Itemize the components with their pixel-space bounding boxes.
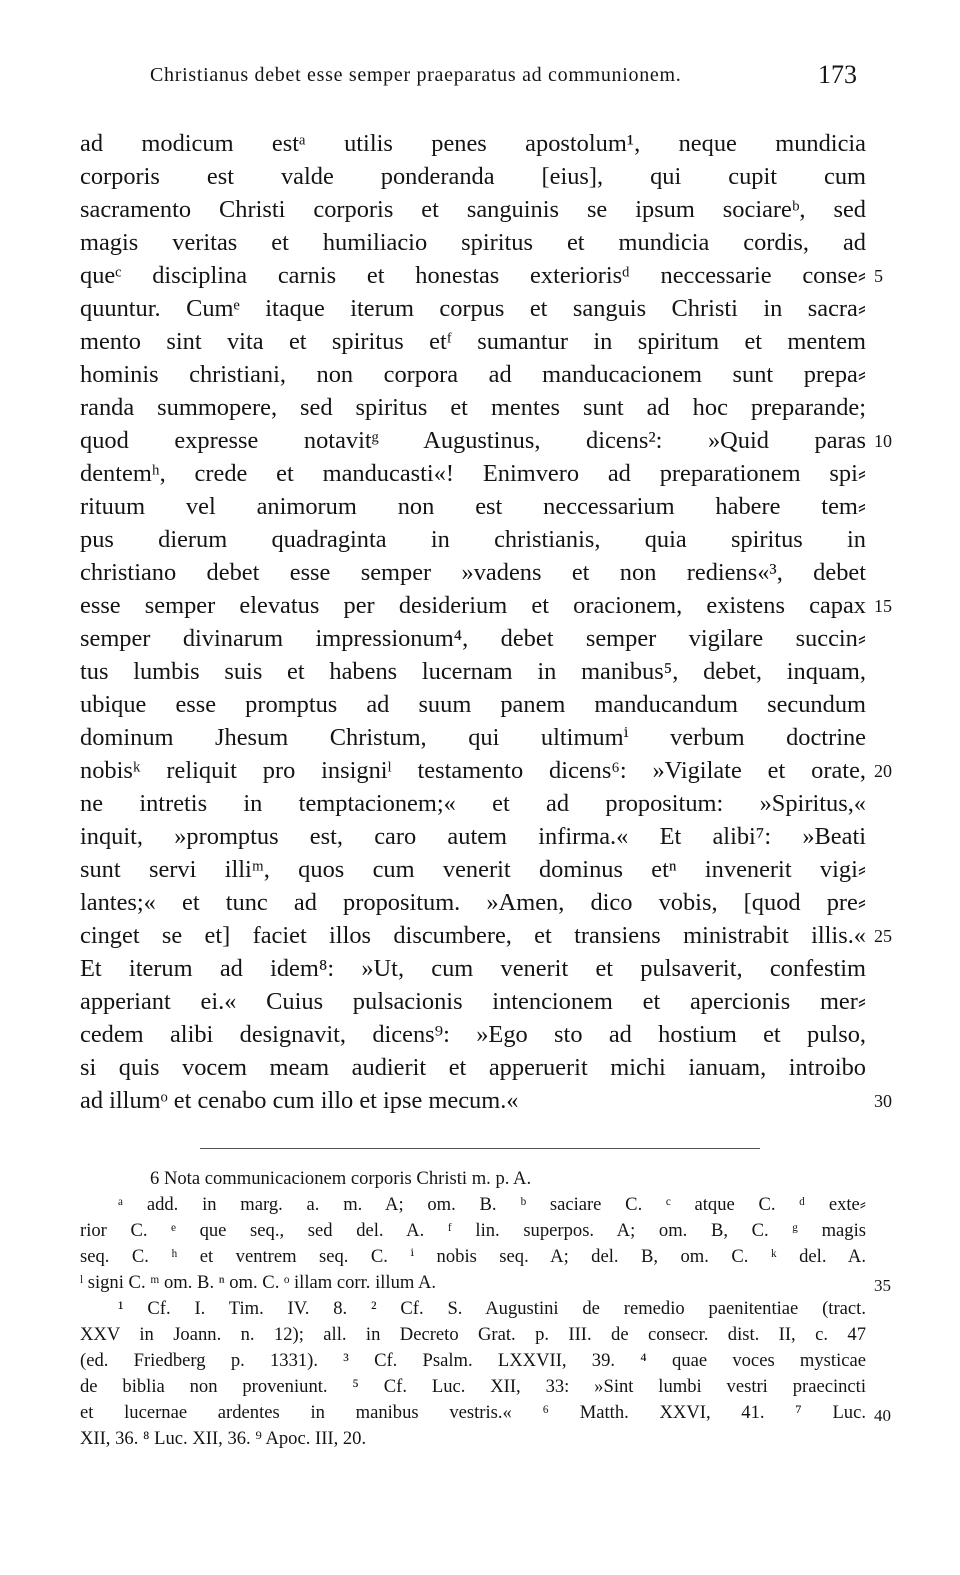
line-number: 30: [874, 1091, 892, 1111]
text-line: ad modicum estᵃ utilis penes apostolum¹, neque mundicia: [80, 130, 866, 157]
footnote-line-number: 35: [874, 1276, 891, 1295]
text-line: magis veritas et humiliacio spiritus et mundicia cordis, ad: [80, 229, 866, 256]
text-line: mento sint vita et spiritus etᶠ sumantur in spiritum et mentem: [80, 328, 866, 355]
line-number: 20: [874, 761, 892, 781]
text-line: nobisᵏ reliquit pro insigniˡ testamento dicens⁶: »Vigilate et orate,: [80, 757, 866, 784]
footnote-line: seq. C. ʰ et ventrem seq. C. ⁱ nobis seq. A; del. B, om. C. ᵏ del. A.: [80, 1246, 866, 1267]
line-number: 15: [874, 596, 892, 616]
text-line: sacramento Christi corporis et sanguinis se ipsum sociareᵇ, sed: [80, 196, 866, 223]
text-line: quod expresse notavitᵍ Augustinus, dicens²: »Quid paras: [80, 427, 866, 454]
text-line: corporis est valde ponderanda [eius], qui cupit cum: [80, 163, 866, 190]
running-title: Christianus debet esse semper praeparatus ad communionem.: [150, 64, 682, 86]
text-line: sunt servi illiᵐ, quos cum venerit dominus etⁿ invenerit vigi⸗: [80, 856, 866, 883]
line-number: 5: [874, 266, 883, 286]
text-line: randa summopere, sed spiritus et mentes sunt ad hoc preparande;: [80, 394, 866, 421]
page-number: 173: [818, 60, 857, 89]
text-line: inquit, »promptus est, caro autem infirma.« Et alibi⁷: »Beati: [80, 823, 866, 850]
line-number: 25: [874, 926, 892, 946]
footnote-line: rior C. ᵉ que seq., sed del. A. ᶠ lin. superpos. A; om. B, C. ᵍ magis: [80, 1220, 866, 1241]
text-line: ubique esse promptus ad suum panem manducandum secundum: [80, 691, 866, 718]
text-line: ne intretis in temptacionem;« et ad propositum: »Spiritus,«: [80, 790, 866, 817]
line-number: 10: [874, 431, 892, 451]
text-line: tus lumbis suis et habens lucernam in manibus⁵, debet, inquam,: [80, 658, 866, 685]
text-line: semper divinarum impressionum⁴, debet semper vigilare succin⸗: [80, 625, 866, 652]
footnote-line: 6 Nota communicacionem corporis Christi m. p. A.: [150, 1168, 532, 1189]
running-header: [150, 58, 890, 98]
footnote-divider: [200, 1148, 760, 1149]
footnote-line: et lucernae ardentes in manibus vestris.« ⁶ Matth. XXVI, 41. ⁷ Luc.: [80, 1402, 866, 1423]
footnote-line: ¹ Cf. I. Tim. IV. 8. ² Cf. S. Augustini de remedio paenitentiae (tract.: [118, 1298, 866, 1319]
text-line: hominis christiani, non corpora ad manducacionem sunt prepa⸗: [80, 361, 866, 388]
text-line: pus dierum quadraginta in christianis, quia spiritus in: [80, 526, 866, 553]
footnote-line: XXV in Joann. n. 12); all. in Decreto Grat. p. III. de consecr. dist. II, c. 47: [80, 1324, 866, 1345]
text-line: queᶜ disciplina carnis et honestas exteriorisᵈ neccessarie conse⸗: [80, 262, 866, 289]
text-line: lantes;« et tunc ad propositum. »Amen, dico vobis, [quod pre⸗: [80, 889, 866, 916]
footnote-line: XII, 36. ⁸ Luc. XII, 36. ⁹ Apoc. III, 20.: [80, 1428, 367, 1449]
text-line: cedem alibi designavit, dicens⁹: »Ego sto ad hostium et pulso,: [80, 1021, 866, 1048]
footnote-line-number: 40: [874, 1406, 891, 1425]
text-line: cinget se et] faciet illos discumbere, et transiens ministrabit illis.«: [80, 922, 866, 949]
footnote-line: ˡ signi C. ᵐ om. B. ⁿ om. C. ᵒ illam corr. illum A.: [80, 1272, 437, 1293]
text-line: dentemʰ, crede et manducasti«! Enimvero ad preparationem spi⸗: [80, 460, 866, 487]
text-line: dominum Jhesum Christum, qui ultimumⁱ verbum doctrine: [80, 724, 866, 751]
text-line: quuntur. Cumᵉ itaque iterum corpus et sanguis Christi in sacra⸗: [80, 295, 866, 322]
text-line: ad illumᵒ et cenabo cum illo et ipse mecum.«: [80, 1087, 519, 1114]
text-line: christiano debet esse semper »vadens et non rediens«³, debet: [80, 559, 866, 586]
text-line: rituum vel animorum non est neccessarium habere tem⸗: [80, 493, 866, 520]
text-line: apperiant ei.« Cuius pulsacionis intencionem et apercionis mer⸗: [80, 988, 866, 1015]
footnote-line: (ed. Friedberg p. 1331). ³ Cf. Psalm. LXXVII, 39. ⁴ quae voces mysticae: [80, 1350, 866, 1371]
text-line: si quis vocem meam audierit et apperuerit michi ianuam, introibo: [80, 1054, 866, 1081]
text-line: Et iterum ad idem⁸: »Ut, cum venerit et pulsaverit, confestim: [80, 955, 866, 982]
text-line: esse semper elevatus per desiderium et oracionem, existens capax: [80, 592, 866, 619]
footnote-line: ᵃ add. in marg. a. m. A; om. B. ᵇ saciare C. ᶜ atque C. ᵈ exte⸗: [118, 1194, 866, 1215]
footnote-line: de biblia non proveniunt. ⁵ Cf. Luc. XII, 33: »Sint lumbi vestri praecincti: [80, 1376, 866, 1397]
